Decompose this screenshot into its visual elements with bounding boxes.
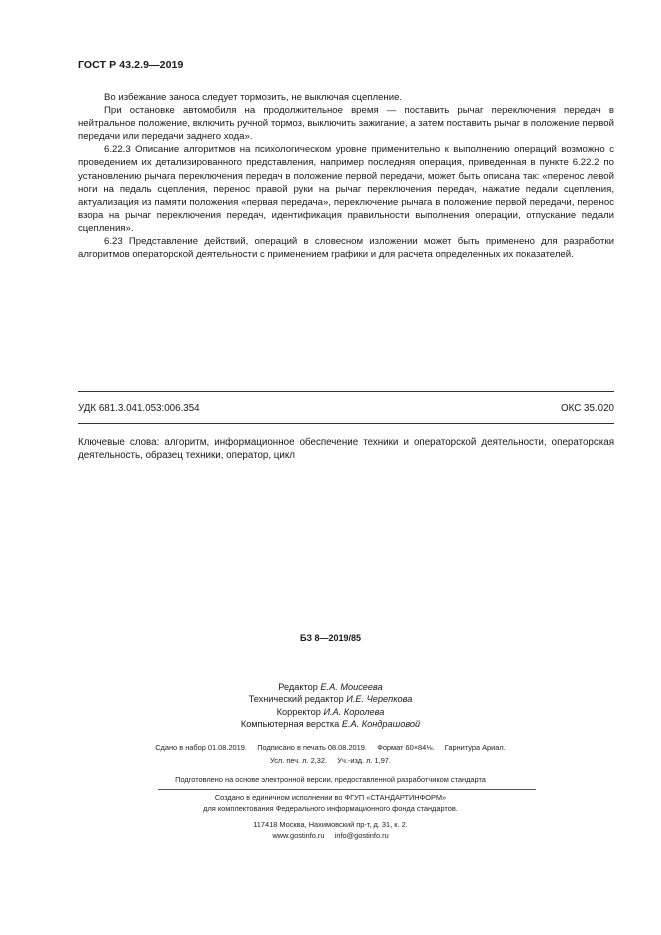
tech-editor-line bbox=[0, 693, 661, 705]
layout-label: Компьютерная верстка bbox=[240, 719, 340, 730]
prepared-note: Подготовлено на основе электронной версии, предоставленной разработчиком стандарта bbox=[175, 775, 486, 784]
udk-code: УДК 681.3.041.053:006.354 bbox=[78, 403, 200, 414]
corrector-name: И.А. Королева bbox=[323, 706, 385, 717]
created-line2: для комплектования Федерального информационного фонда стандартов. bbox=[203, 804, 458, 813]
contact-links: www.gostinfo.ru info@gostinfo.ru bbox=[272, 831, 389, 840]
layout-line bbox=[0, 718, 661, 730]
tech-editor-label: Технический редактор bbox=[248, 694, 344, 705]
layout-name: Е.А. Кондрашовой bbox=[341, 719, 421, 730]
paragraph: 6.22.3 Описание алгоритмов на психологическом уровне применительно к выполнению операций возможно с проведением их детализированного представления, например последняя операция, приведенная в пункте 6.22.2 по установлению рычага переключения передач в положение первой передачи, может быть описана так: «перенос левой ноги на педаль сцепления, перенос правой руки на рычаг переключения передач, нажатие педали сцепления, актуализация из памяти положения «первая передача», переключение рычага в положение первой передачи, перенос взора на рычаг переключения передач, идентификация правильности выполнения операции, отпускание педали сцепления». bbox=[78, 144, 614, 234]
editor-label: Редактор bbox=[278, 682, 318, 692]
editor-name: Е.А. Моисеева bbox=[320, 682, 383, 692]
editor-line bbox=[0, 681, 661, 693]
print-info-line2: Усл. печ. л. 2,32. Уч.-изд. л. 1,97. bbox=[270, 756, 391, 765]
print-info-line1: Сдано в набор 01.08.2019. Подписано в печать 08.08.2019. Формат 60×84⅛. Гарнитура Ариал. bbox=[155, 743, 506, 752]
created-line1: Создано в единичном исполнении во ФГУП «СТАНДАРТИНФОРМ» bbox=[214, 793, 447, 802]
oks-code: ОКС 35.020 bbox=[561, 403, 614, 414]
page-header-title: ГОСТ Р 43.2.9—2019 bbox=[78, 59, 184, 71]
address: 117418 Москва, Нахимовский пр-т, д. 31, к. 2. bbox=[253, 820, 408, 829]
paragraph: Во избежание заноса следует тормозить, не выключая сцепление. bbox=[104, 92, 403, 103]
divider bbox=[78, 423, 614, 424]
corrector-label: Корректор bbox=[276, 706, 321, 717]
editors-block bbox=[0, 681, 661, 731]
divider bbox=[158, 789, 536, 790]
corrector-line bbox=[0, 706, 661, 718]
paragraph: При остановке автомобиля на продолжительное время — поставить рычаг переключения передач в нейтральное положение, включить ручной тормоз, выключить зажигание, а затем поставить рычаг в положение первой передачи или передачи заднего хода». bbox=[78, 105, 614, 143]
body-text bbox=[78, 91, 614, 261]
tech-editor-name: И.Е. Черепкова bbox=[346, 694, 413, 705]
paragraph: 6.23 Представление действий, операций в словесном изложении может быть применено для разработки алгоритмов операторской деятельности с применением графики и для расчета определенных их показателей. bbox=[78, 236, 614, 261]
keywords: Ключевые слова: алгоритм, информационное обеспечение техники и операторской деятельности, операторская деятельность, образец техники, оператор, цикл bbox=[78, 437, 614, 462]
divider bbox=[78, 391, 614, 392]
bz-number: БЗ 8—2019/85 bbox=[299, 633, 362, 643]
